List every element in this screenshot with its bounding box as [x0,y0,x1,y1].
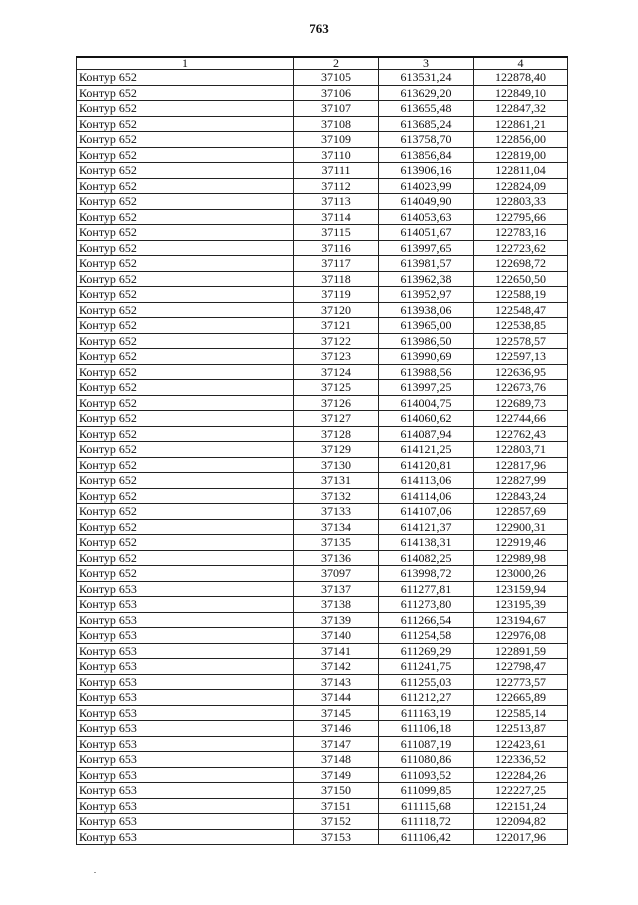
x-coordinate-cell: 613962,38 [379,271,474,287]
table-row [77,209,568,225]
header-row [77,57,568,70]
table-row [77,116,568,132]
table-row [77,411,568,427]
y-coordinate-cell: 122847,32 [474,101,568,117]
table-row [77,783,568,799]
contour-name-cell: Контур 652 [77,426,294,442]
table-row [77,612,568,628]
table-row [77,736,568,752]
table-row [77,101,568,117]
x-coordinate-cell: 613906,16 [379,163,474,179]
table-row [77,256,568,272]
table-row [77,426,568,442]
x-coordinate-cell: 611269,29 [379,643,474,659]
y-coordinate-cell: 123159,94 [474,581,568,597]
x-coordinate-cell: 613997,25 [379,380,474,396]
contour-name-cell: Контур 652 [77,194,294,210]
y-coordinate-cell: 122689,73 [474,395,568,411]
table-row [77,829,568,845]
contour-name-cell: Контур 653 [77,612,294,628]
table-row [77,488,568,504]
contour-name-cell: Контур 652 [77,287,294,303]
point-number-cell: 37105 [294,70,379,86]
y-coordinate-cell: 122017,96 [474,829,568,845]
point-number-cell: 37146 [294,721,379,737]
y-coordinate-cell: 122824,09 [474,178,568,194]
contour-name-cell: Контур 653 [77,752,294,768]
table-row [77,597,568,613]
x-coordinate-cell: 614120,81 [379,457,474,473]
y-coordinate-cell: 122588,19 [474,287,568,303]
y-coordinate-cell: 122151,24 [474,798,568,814]
contour-name-cell: Контур 652 [77,364,294,380]
table-row [77,473,568,489]
table-row [77,504,568,520]
table-row [77,318,568,334]
y-coordinate-cell: 122819,00 [474,147,568,163]
table-row [77,302,568,318]
contour-name-cell: Контур 653 [77,798,294,814]
y-coordinate-cell: 122698,72 [474,256,568,272]
x-coordinate-cell: 614051,67 [379,225,474,241]
x-coordinate-cell: 613758,70 [379,132,474,148]
x-coordinate-cell: 614060,62 [379,411,474,427]
table-row [77,194,568,210]
x-coordinate-cell: 613986,50 [379,333,474,349]
contour-name-cell: Контур 653 [77,721,294,737]
table-row [77,690,568,706]
point-number-cell: 37112 [294,178,379,194]
y-coordinate-cell: 122227,25 [474,783,568,799]
table-row [77,333,568,349]
point-number-cell: 37106 [294,85,379,101]
point-number-cell: 37152 [294,814,379,830]
point-number-cell: 37128 [294,426,379,442]
y-coordinate-cell: 123194,67 [474,612,568,628]
x-coordinate-cell: 611118,72 [379,814,474,830]
point-number-cell: 37130 [294,457,379,473]
point-number-cell: 37107 [294,101,379,117]
y-coordinate-cell: 122856,00 [474,132,568,148]
x-coordinate-cell: 611080,86 [379,752,474,768]
point-number-cell: 37121 [294,318,379,334]
table-row [77,798,568,814]
point-number-cell: 37150 [294,783,379,799]
point-number-cell: 37127 [294,411,379,427]
point-number-cell: 37141 [294,643,379,659]
x-coordinate-cell: 613629,20 [379,85,474,101]
contour-name-cell: Контур 652 [77,535,294,551]
x-coordinate-cell: 611212,27 [379,690,474,706]
x-coordinate-cell: 613990,69 [379,349,474,365]
y-coordinate-cell: 122795,66 [474,209,568,225]
contour-name-cell: Контур 652 [77,85,294,101]
x-coordinate-cell: 613981,57 [379,256,474,272]
point-number-cell: 37116 [294,240,379,256]
x-coordinate-cell: 614049,90 [379,194,474,210]
y-coordinate-cell: 122773,57 [474,674,568,690]
x-coordinate-cell: 613531,24 [379,70,474,86]
contour-name-cell: Контур 652 [77,256,294,272]
point-number-cell: 37139 [294,612,379,628]
x-coordinate-cell: 613965,00 [379,318,474,334]
y-coordinate-cell: 123195,39 [474,597,568,613]
contour-name-cell: Контур 652 [77,116,294,132]
contour-name-cell: Контур 653 [77,690,294,706]
contour-name-cell: Контур 653 [77,597,294,613]
table-row [77,566,568,582]
table-row [77,643,568,659]
table-row [77,395,568,411]
contour-name-cell: Контур 653 [77,783,294,799]
scan-speck [94,872,96,873]
x-coordinate-cell: 614107,06 [379,504,474,520]
table-row [77,225,568,241]
contour-name-cell: Контур 652 [77,550,294,566]
table-row [77,85,568,101]
x-coordinate-cell: 611106,18 [379,721,474,737]
table-row [77,581,568,597]
table-row [77,535,568,551]
contour-name-cell: Контур 652 [77,132,294,148]
x-coordinate-cell: 614087,94 [379,426,474,442]
contour-name-cell: Контур 652 [77,519,294,535]
table-row [77,132,568,148]
contour-name-cell: Контур 652 [77,70,294,86]
page-number: 763 [309,21,329,36]
table-row [77,147,568,163]
point-number-cell: 37114 [294,209,379,225]
y-coordinate-cell: 122878,40 [474,70,568,86]
x-coordinate-cell: 613938,06 [379,302,474,318]
y-coordinate-cell: 122891,59 [474,643,568,659]
point-number-cell: 37137 [294,581,379,597]
y-coordinate-cell: 122843,24 [474,488,568,504]
contour-name-cell: Контур 652 [77,101,294,117]
x-coordinate-cell: 614004,75 [379,395,474,411]
table-row [77,178,568,194]
y-coordinate-cell: 122423,61 [474,736,568,752]
point-number-cell: 37109 [294,132,379,148]
point-number-cell: 37134 [294,519,379,535]
contour-name-cell: Контур 653 [77,628,294,644]
y-coordinate-cell: 122976,08 [474,628,568,644]
table-row [77,364,568,380]
y-coordinate-cell: 122636,95 [474,364,568,380]
y-coordinate-cell: 122827,99 [474,473,568,489]
point-number-cell: 37129 [294,442,379,458]
point-number-cell: 37132 [294,488,379,504]
table-row [77,628,568,644]
contour-name-cell: Контур 652 [77,271,294,287]
x-coordinate-cell: 614138,31 [379,535,474,551]
point-number-cell: 37142 [294,659,379,675]
table-row [77,674,568,690]
contour-name-cell: Контур 652 [77,473,294,489]
contour-name-cell: Контур 653 [77,829,294,845]
contour-name-cell: Контур 652 [77,411,294,427]
contour-name-cell: Контур 652 [77,333,294,349]
y-coordinate-cell: 122861,21 [474,116,568,132]
point-number-cell: 37122 [294,333,379,349]
x-coordinate-cell: 611163,19 [379,705,474,721]
point-number-cell: 37144 [294,690,379,706]
y-coordinate-cell: 122919,46 [474,535,568,551]
point-number-cell: 37119 [294,287,379,303]
column-header-4: 4 [474,57,568,70]
contour-name-cell: Контур 652 [77,457,294,473]
point-number-cell: 37147 [294,736,379,752]
point-number-cell: 37126 [294,395,379,411]
contour-name-cell: Контур 652 [77,178,294,194]
y-coordinate-cell: 122513,87 [474,721,568,737]
x-coordinate-cell: 611266,54 [379,612,474,628]
point-number-cell: 37123 [294,349,379,365]
table-row [77,442,568,458]
table-row [77,457,568,473]
x-coordinate-cell: 611254,58 [379,628,474,644]
table-row [77,287,568,303]
y-coordinate-cell: 123000,26 [474,566,568,582]
contour-name-cell: Контур 652 [77,349,294,365]
contour-name-cell: Контур 652 [77,380,294,396]
contour-name-cell: Контур 653 [77,581,294,597]
table-row [77,767,568,783]
y-coordinate-cell: 122849,10 [474,85,568,101]
x-coordinate-cell: 614082,25 [379,550,474,566]
point-number-cell: 37153 [294,829,379,845]
y-coordinate-cell: 122803,33 [474,194,568,210]
y-coordinate-cell: 122900,31 [474,519,568,535]
contour-name-cell: Контур 652 [77,504,294,520]
table-row [77,519,568,535]
table-row [77,705,568,721]
contour-name-cell: Контур 652 [77,442,294,458]
x-coordinate-cell: 611255,03 [379,674,474,690]
contour-name-cell: Контур 653 [77,736,294,752]
point-number-cell: 37113 [294,194,379,210]
point-number-cell: 37135 [294,535,379,551]
x-coordinate-cell: 614121,25 [379,442,474,458]
contour-name-cell: Контур 653 [77,814,294,830]
table-row [77,70,568,86]
contour-name-cell: Контур 653 [77,674,294,690]
contour-name-cell: Контур 652 [77,225,294,241]
point-number-cell: 37120 [294,302,379,318]
y-coordinate-cell: 122284,26 [474,767,568,783]
x-coordinate-cell: 613685,24 [379,116,474,132]
point-number-cell: 37151 [294,798,379,814]
y-coordinate-cell: 122585,14 [474,705,568,721]
point-number-cell: 37118 [294,271,379,287]
point-number-cell: 37133 [294,504,379,520]
y-coordinate-cell: 122762,43 [474,426,568,442]
contour-name-cell: Контур 652 [77,488,294,504]
x-coordinate-cell: 611087,19 [379,736,474,752]
y-coordinate-cell: 122597,13 [474,349,568,365]
y-coordinate-cell: 122723,62 [474,240,568,256]
y-coordinate-cell: 122803,71 [474,442,568,458]
contour-name-cell: Контур 652 [77,566,294,582]
contour-name-cell: Контур 653 [77,659,294,675]
point-number-cell: 37117 [294,256,379,272]
x-coordinate-cell: 611115,68 [379,798,474,814]
table-row [77,752,568,768]
x-coordinate-cell: 614113,06 [379,473,474,489]
x-coordinate-cell: 613998,72 [379,566,474,582]
table-row [77,659,568,675]
column-header-1: 1 [77,57,294,70]
y-coordinate-cell: 122548,47 [474,302,568,318]
x-coordinate-cell: 613997,65 [379,240,474,256]
point-number-cell: 37138 [294,597,379,613]
y-coordinate-cell: 122817,96 [474,457,568,473]
column-header-3: 3 [379,57,474,70]
x-coordinate-cell: 611277,81 [379,581,474,597]
point-number-cell: 37131 [294,473,379,489]
y-coordinate-cell: 122673,76 [474,380,568,396]
contour-name-cell: Контур 652 [77,240,294,256]
table-row [77,163,568,179]
y-coordinate-cell: 122783,16 [474,225,568,241]
y-coordinate-cell: 122094,82 [474,814,568,830]
point-number-cell: 37149 [294,767,379,783]
y-coordinate-cell: 122578,57 [474,333,568,349]
x-coordinate-cell: 613952,97 [379,287,474,303]
table-row [77,380,568,396]
y-coordinate-cell: 122744,66 [474,411,568,427]
table-row [77,271,568,287]
point-number-cell: 37140 [294,628,379,644]
y-coordinate-cell: 122538,85 [474,318,568,334]
table-row [77,240,568,256]
x-coordinate-cell: 614023,99 [379,178,474,194]
point-number-cell: 37108 [294,116,379,132]
x-coordinate-cell: 611093,52 [379,767,474,783]
table-row [77,349,568,365]
point-number-cell: 37115 [294,225,379,241]
table-row [77,550,568,566]
y-coordinate-cell: 122857,69 [474,504,568,520]
point-number-cell: 37110 [294,147,379,163]
contour-name-cell: Контур 652 [77,318,294,334]
coordinates-table [76,56,568,845]
point-number-cell: 37125 [294,380,379,396]
contour-name-cell: Контур 653 [77,767,294,783]
table-body [77,70,568,845]
point-number-cell: 37111 [294,163,379,179]
column-header-2: 2 [294,57,379,70]
y-coordinate-cell: 122798,47 [474,659,568,675]
x-coordinate-cell: 611241,75 [379,659,474,675]
x-coordinate-cell: 613655,48 [379,101,474,117]
point-number-cell: 37148 [294,752,379,768]
x-coordinate-cell: 611099,85 [379,783,474,799]
contour-name-cell: Контур 652 [77,147,294,163]
point-number-cell: 37124 [294,364,379,380]
contour-name-cell: Контур 652 [77,209,294,225]
y-coordinate-cell: 122989,98 [474,550,568,566]
y-coordinate-cell: 122650,50 [474,271,568,287]
x-coordinate-cell: 613856,84 [379,147,474,163]
x-coordinate-cell: 614114,06 [379,488,474,504]
point-number-cell: 37143 [294,674,379,690]
point-number-cell: 37145 [294,705,379,721]
contour-name-cell: Контур 652 [77,395,294,411]
contour-name-cell: Контур 653 [77,705,294,721]
x-coordinate-cell: 611273,80 [379,597,474,613]
x-coordinate-cell: 614121,37 [379,519,474,535]
y-coordinate-cell: 122336,52 [474,752,568,768]
table-row [77,721,568,737]
x-coordinate-cell: 613988,56 [379,364,474,380]
contour-name-cell: Контур 652 [77,163,294,179]
y-coordinate-cell: 122811,04 [474,163,568,179]
table-row [77,814,568,830]
x-coordinate-cell: 611106,42 [379,829,474,845]
contour-name-cell: Контур 653 [77,643,294,659]
point-number-cell: 37097 [294,566,379,582]
contour-name-cell: Контур 652 [77,302,294,318]
point-number-cell: 37136 [294,550,379,566]
y-coordinate-cell: 122665,89 [474,690,568,706]
table-header [77,57,568,70]
x-coordinate-cell: 614053,63 [379,209,474,225]
